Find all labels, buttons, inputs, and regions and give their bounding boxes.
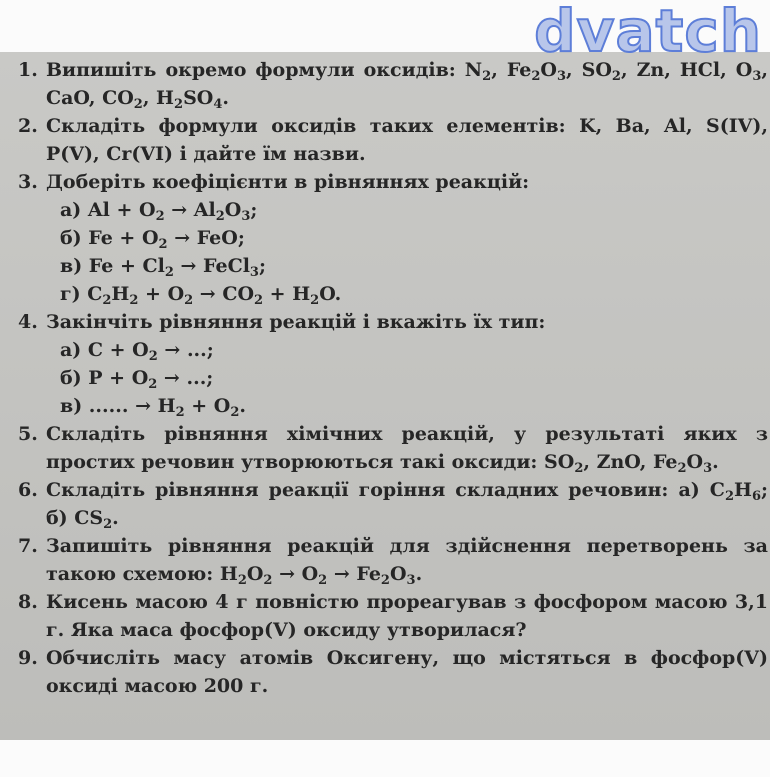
exercise-item (18, 588, 768, 644)
exercise-text: Кисень масою 4 г повністю прореагував з фосфором масою 3,1 г. Яка маса фосфор(V) оксиду утворилася? (46, 591, 768, 641)
exercise-number: 3. (18, 171, 38, 193)
watermark-logo: dvatch (534, 0, 762, 65)
exercise-text: Складіть рівняння хімічних реакцій, у результаті яких з простих речовин утворюються такі оксиди: $SO_2$, ZnO, $Fe_2O_3$. (46, 423, 768, 476)
exercise-subitem: в) $Fe + Cl_2$ → FeCl$_3$; (60, 255, 266, 280)
exercise-item (18, 168, 768, 308)
exercise-number: 8. (18, 591, 38, 613)
exercise-text: Випишіть окремо формули оксидів: $N_2$, $Fe_2O_3$, $SO_2$, Zn, HCl, $O_3$, CaO, $CO_2$, $H_2SO_4$. (46, 59, 768, 112)
exercise-subitem: а) $Al + O_2 \to Al_2O_3$; (60, 199, 258, 224)
exercise-subitem: б) $P + O_2$ → ...; (60, 367, 214, 392)
exercise-item (18, 112, 768, 168)
exercise-text: Складіть рівняння реакції горіння складних речовин: а) $C_2H_6$; б) $CS_2$. (46, 479, 768, 532)
exercise-item (18, 476, 768, 532)
textbook-page-photo (0, 52, 770, 740)
exercise-item (18, 532, 768, 588)
exercise-number: 6. (18, 479, 38, 501)
exercise-list (18, 56, 768, 700)
exercise-number: 4. (18, 311, 38, 333)
exercise-item (18, 308, 768, 420)
exercise-text: Доберіть коефіцієнти в рівняннях реакцій: (46, 171, 530, 193)
exercise-subitem: в) ...... → $H_2 + O_2$. (60, 395, 247, 420)
exercise-item (18, 644, 768, 700)
exercise-number: 7. (18, 535, 38, 557)
exercise-text: Закінчіть рівняння реакцій і вкажіть їх тип: (46, 311, 546, 333)
exercise-number: 2. (18, 115, 38, 137)
exercise-text: Складіть формули оксидів таких елементів: K, Ba, Al, S(IV), P(V), Cr(VI) і дайте їм назви. (46, 115, 768, 165)
exercise-text: Запишіть рівняння реакцій для здійснення перетворень за такою схемою: $H_2O_2 \to O_2 \to Fe_2O_3$. (46, 535, 768, 588)
exercise-subitem: б) $Fe + O_2$ → FeO; (60, 227, 245, 252)
exercise-number: 1. (18, 59, 38, 81)
exercise-subitem: г) $C_2H_2 + O_2 \to CO_2 + H_2O$. (60, 283, 342, 308)
exercise-subitem: а) $C + O_2$ → ...; (60, 339, 214, 364)
exercise-text: Обчисліть масу атомів Оксигену, що містяться в фосфор(V) оксиді масою 200 г. (46, 647, 768, 697)
exercise-number: 5. (18, 423, 38, 445)
exercise-number: 9. (18, 647, 38, 669)
exercise-item (18, 420, 768, 476)
